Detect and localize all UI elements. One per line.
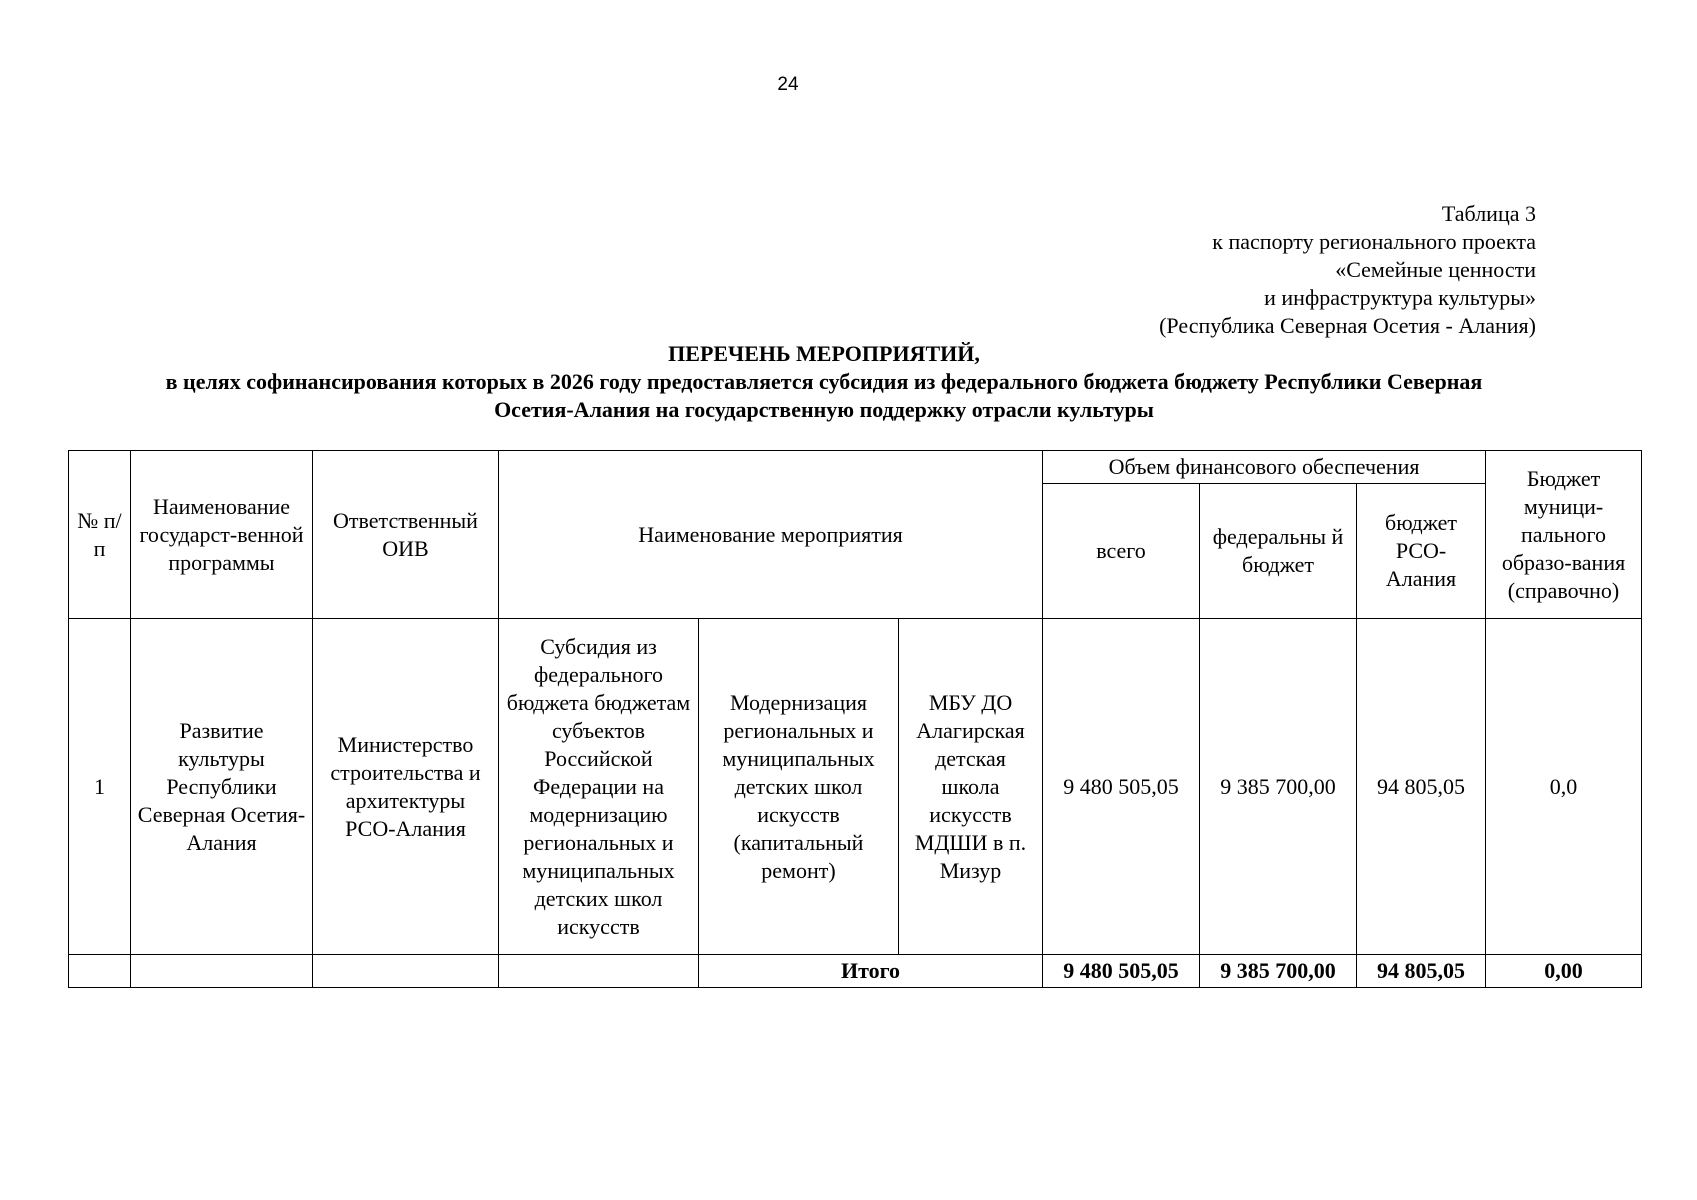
row-event-modernization: Модернизация региональных и муниципальных детских школ искусств (капитальный ремонт)	[699, 619, 899, 955]
totals-federal: 9 385 700,00	[1200, 955, 1357, 988]
header-program: Наименование государст-венной программы	[131, 451, 313, 619]
attribution-line: (Республика Северная Осетия - Алания)	[1159, 313, 1536, 338]
table-row	[69, 619, 1642, 955]
row-event-subsidy: Субсидия из федерального бюджета бюджетам субъектов Российской Федерации на модернизацию региональных и муниципальных детских школ искусств	[499, 619, 699, 955]
row-event-object: МБУ ДО Алагирская детская школа искусств МДШИ в п. Мизур	[899, 619, 1043, 955]
attribution-line: Таблица 3	[1441, 201, 1536, 226]
header-event: Наименование мероприятия	[499, 451, 1043, 619]
header-num: № п/п	[69, 451, 131, 619]
row-federal: 9 385 700,00	[1200, 619, 1357, 955]
row-responsible: Министерство строительства и архитектуры РСО-Алания	[313, 619, 499, 955]
attribution-line: «Семейные ценности	[1335, 257, 1536, 282]
table-attribution	[1159, 200, 1536, 340]
row-program: Развитие культуры Республики Северная Осетия-Алания	[131, 619, 313, 955]
header-volume: Объем финансового обеспечения	[1043, 451, 1486, 484]
totals-regional: 94 805,05	[1357, 955, 1486, 988]
totals-empty	[313, 955, 499, 988]
title-subheading: в целях софинансирования которых в 2026 году предоставляется субсидия из федерального бюджета бюджету Республики Северная	[165, 369, 1483, 394]
row-num: 1	[69, 619, 131, 955]
totals-empty	[499, 955, 699, 988]
header-municipal: Бюджет муници-пального образо-вания (справочно)	[1486, 451, 1642, 619]
title-subheading-cont: Осетия-Алания на государственную поддержку отрасли культуры	[494, 397, 1154, 422]
header-responsible: Ответственный ОИВ	[313, 451, 499, 619]
totals-total: 9 480 505,05	[1043, 955, 1200, 988]
row-regional: 94 805,05	[1357, 619, 1486, 955]
totals-label: Итого	[699, 955, 1043, 988]
totals-row	[69, 955, 1642, 988]
page-number: 24	[777, 74, 799, 95]
title-heading: ПЕРЕЧЕНЬ МЕРОПРИЯТИЙ,	[668, 341, 980, 366]
header-row	[69, 451, 1642, 484]
row-municipal: 0,0	[1486, 619, 1642, 955]
header-total: всего	[1043, 484, 1200, 619]
totals-municipal: 0,00	[1486, 955, 1642, 988]
totals-empty	[131, 955, 313, 988]
events-table	[68, 450, 1642, 988]
attribution-line: к паспорту регионального проекта	[1212, 229, 1536, 254]
header-regional: бюджет РСО-Алания	[1357, 484, 1486, 619]
attribution-line: и инфраструктура культуры»	[1264, 285, 1536, 310]
header-federal: федеральны й бюджет	[1200, 484, 1357, 619]
totals-empty	[69, 955, 131, 988]
row-total: 9 480 505,05	[1043, 619, 1200, 955]
document-title	[64, 340, 1584, 424]
